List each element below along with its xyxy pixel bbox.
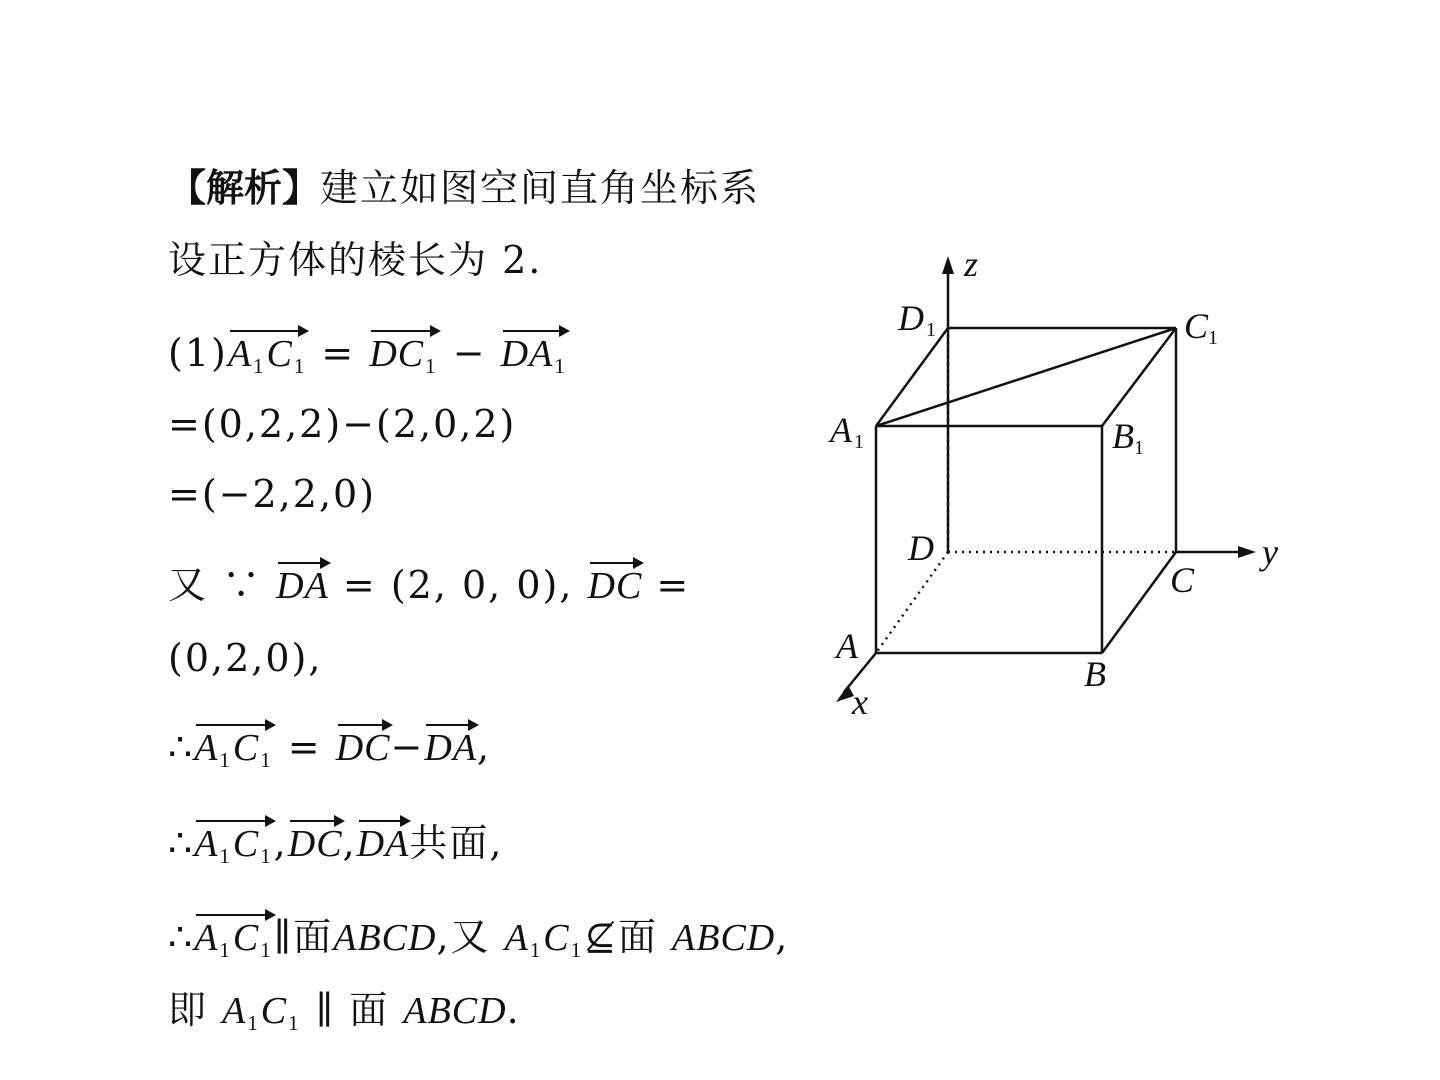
label-c1-sub: 1	[1208, 327, 1218, 349]
vector-da: DA	[276, 560, 329, 608]
cube-diagram	[800, 240, 1300, 730]
equals-sign: =	[287, 725, 322, 769]
label-a: A	[836, 626, 858, 666]
label-b: B	[1084, 654, 1106, 694]
vector-a1c1: $A_1C_1$	[228, 328, 307, 388]
cube-figure	[800, 240, 1300, 730]
label-b1: B	[1112, 416, 1134, 456]
not-subset-text: ⊈面	[584, 915, 673, 959]
edge-b1c1	[1102, 328, 1176, 426]
therefore-sign: ∴	[168, 725, 195, 769]
equals-sign: =	[321, 331, 356, 375]
vector-dc: DC	[336, 722, 391, 770]
part-number: (1)	[168, 331, 228, 375]
minus-sign: −	[390, 725, 425, 769]
label-d1: D	[898, 298, 924, 338]
solution-line-3: =(−2,2,0)	[168, 472, 377, 516]
line-end-comma: ,	[775, 915, 790, 959]
solution-line-4	[168, 560, 690, 608]
solution-heading	[168, 166, 760, 210]
minus-sign: −	[452, 331, 487, 375]
plane-abcd: ABCD	[333, 917, 437, 959]
solution-line-1	[168, 328, 568, 388]
plane-abcd: ABCD	[403, 990, 507, 1032]
edge-bc	[1102, 552, 1176, 653]
separator-comma: ,	[342, 821, 357, 865]
label-a1: A	[830, 410, 852, 450]
parallel-plane-text: ∥面	[273, 915, 334, 959]
solution-line-7	[168, 818, 503, 878]
solution-line-5: (0,2,0),	[168, 636, 323, 680]
because-prefix: 又 ∵	[168, 563, 277, 607]
segment-a1c1: $A_1C_1$	[504, 917, 583, 963]
label-y: y	[1262, 532, 1278, 572]
solution-line-2: =(0,2,2)−(2,0,2)	[168, 402, 517, 446]
separator-comma: ,	[273, 821, 288, 865]
diagonal-a1c1	[876, 328, 1176, 426]
label-z: z	[964, 244, 979, 284]
label-d: D	[908, 528, 934, 568]
solution-line-9	[168, 988, 521, 1045]
solution-line-8	[168, 912, 789, 972]
line-end-period: .	[506, 988, 521, 1032]
vector-dc: DC	[288, 818, 343, 866]
label-x: x	[852, 682, 868, 722]
solution-label: 【解析】	[168, 166, 321, 210]
z-axis-arrow	[942, 256, 954, 274]
conclusion-prefix: 即	[168, 988, 223, 1032]
y-axis-arrow	[1238, 546, 1256, 558]
label-d1-sub: 1	[926, 319, 936, 341]
segment-a1c1: $A_1C_1$	[222, 990, 300, 1036]
vector-dc-eq: =	[642, 563, 691, 607]
label-c: C	[1170, 560, 1195, 600]
label-c1: C	[1184, 306, 1209, 346]
line-end-comma: ,	[477, 725, 492, 769]
vector-dc: DC	[588, 560, 643, 608]
edge-a1d1	[876, 328, 948, 426]
vector-a1c1: $A_1C_1$	[194, 912, 273, 972]
plane-abcd: ABCD	[672, 917, 776, 959]
coplanar-text: 共面,	[409, 821, 504, 865]
vector-da-value: = (2, 0, 0),	[328, 563, 588, 607]
solution-setup: 设正方体的棱长为 2.	[168, 238, 543, 282]
vector-a1c1: $A_1C_1$	[194, 818, 273, 878]
solution-intro: 建立如图空间直角坐标系	[320, 166, 761, 210]
vector-da1: $DA_1$	[501, 328, 568, 388]
vector-da: DA	[357, 818, 410, 866]
therefore-sign: ∴	[168, 821, 195, 865]
label-b1-sub: 1	[1134, 437, 1144, 459]
also-text: ,又	[436, 915, 505, 959]
vector-a1c1: $A_1C_1$	[194, 722, 273, 782]
vector-da: DA	[424, 722, 477, 770]
parallel-plane-text: ∥ 面	[301, 988, 404, 1032]
label-a1-sub: 1	[854, 431, 864, 453]
therefore-sign: ∴	[168, 915, 195, 959]
vector-dc1: $DC_1$	[369, 328, 438, 388]
solution-line-6	[168, 722, 491, 782]
